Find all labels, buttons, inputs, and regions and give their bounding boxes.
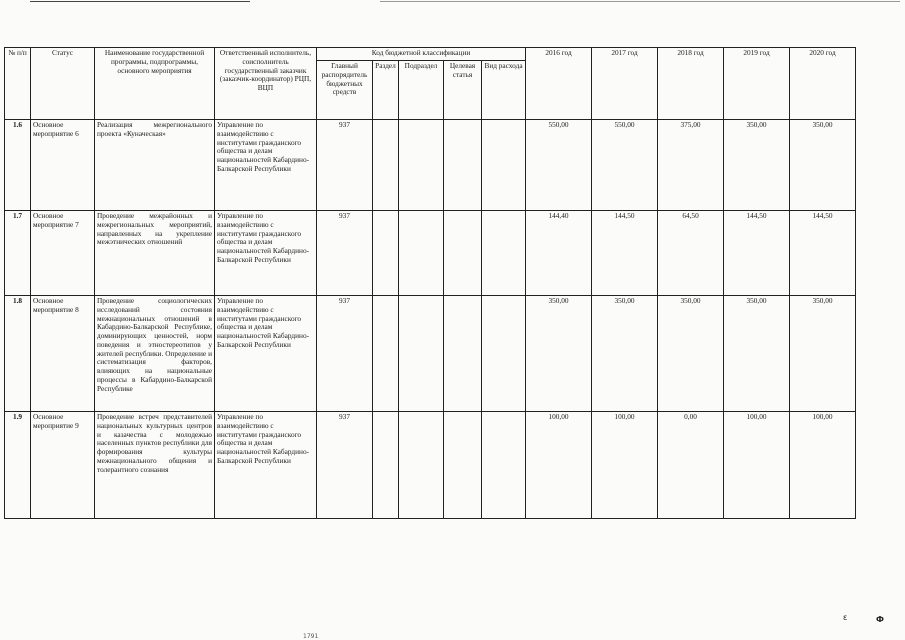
row-executor: Управление по взаимодействию с институтами гражданского общества и делам национальностей Кабардино-Балкарской Республики xyxy=(215,211,317,296)
header-expense-type: Вид расхода xyxy=(482,61,526,120)
table-row xyxy=(5,412,856,519)
header-target-item: Целевая статья xyxy=(444,61,482,120)
row-value-2016: 144,40 xyxy=(526,211,592,296)
row-value-2018: 350,00 xyxy=(658,296,724,412)
row-value-2020: 350,00 xyxy=(790,296,856,412)
row-value-2016: 550,00 xyxy=(526,120,592,211)
row-value-2018: 375,00 xyxy=(658,120,724,211)
header-budget-code-group: Код бюджетной классификации xyxy=(317,48,526,61)
header-year-2020: 2020 год xyxy=(790,48,856,120)
row-value-2016: 100,00 xyxy=(526,412,592,519)
row-status: Основное мероприятие 9 xyxy=(31,412,95,519)
row-value-2020: 144,50 xyxy=(790,211,856,296)
row-value-2019: 100,00 xyxy=(724,412,790,519)
table-row xyxy=(5,211,856,296)
scan-edge-line-left xyxy=(30,1,250,2)
header-year-2016: 2016 год xyxy=(526,48,592,120)
row-number: 1.6 xyxy=(5,120,31,211)
row-value-2017: 550,00 xyxy=(592,120,658,211)
header-subsection: Подраздел xyxy=(399,61,444,120)
row-value-2018: 64,50 xyxy=(658,211,724,296)
row-value-2020: 350,00 xyxy=(790,120,856,211)
row-name: Проведение социологических исследований состояния межнациональных отношений в Кабардино-Балкарской Республике, доминирующих ценностей, норм поведения и этностереотипов у жителей республики. Определение и систематизация факторов, влияющих на национальные процессы в Кабардино-Балкарской Республике xyxy=(95,296,215,412)
scan-mark-2: Ф xyxy=(876,615,884,624)
row-grbs: 937 xyxy=(317,412,373,519)
row-executor: Управление по взаимодействию с институтами гражданского общества и делам национальностей Кабардино-Балкарской Республики xyxy=(215,120,317,211)
scan-mark-1: ε xyxy=(843,613,848,622)
scan-edge-line-right xyxy=(380,1,900,2)
row-status: Основное мероприятие 7 xyxy=(31,211,95,296)
row-status: Основное мероприятие 6 xyxy=(31,120,95,211)
header-executor: Ответственный исполнитель, соисполнитель государственный заказчик (заказчик-координатор) РЦП, ВЦП xyxy=(215,48,317,120)
row-section xyxy=(373,296,399,412)
row-grbs: 937 xyxy=(317,120,373,211)
row-name: Проведение межрайонных и межрегиональных мероприятий, направленных на укрепление межэтнических отношений xyxy=(95,211,215,296)
row-section xyxy=(373,412,399,519)
header-section: Раздел xyxy=(373,61,399,120)
row-executor: Управление по взаимодействию с институтами гражданского общества и делам национальностей Кабардино-Балкарской Республики xyxy=(215,412,317,519)
table-header-row xyxy=(5,48,856,61)
row-expense-type xyxy=(482,412,526,519)
row-value-2019: 350,00 xyxy=(724,296,790,412)
row-value-2018: 0,00 xyxy=(658,412,724,519)
row-expense-type xyxy=(482,296,526,412)
table-row xyxy=(5,120,856,211)
header-year-2018: 2018 год xyxy=(658,48,724,120)
row-grbs: 937 xyxy=(317,211,373,296)
row-value-2017: 350,00 xyxy=(592,296,658,412)
header-year-2019: 2019 год xyxy=(724,48,790,120)
row-value-2016: 350,00 xyxy=(526,296,592,412)
header-status: Статус xyxy=(31,48,95,120)
row-number: 1.8 xyxy=(5,296,31,412)
row-expense-type xyxy=(482,211,526,296)
row-target-item xyxy=(444,296,482,412)
row-value-2019: 144,50 xyxy=(724,211,790,296)
row-subsection xyxy=(399,120,444,211)
header-grbs: Главный распорядитель бюджетных средств xyxy=(317,61,373,120)
row-name: Реализация межрегионального проекта «Куначеская» xyxy=(95,120,215,211)
row-subsection xyxy=(399,296,444,412)
row-number: 1.9 xyxy=(5,412,31,519)
header-name: Наименование государственной программы, подпрограммы, основного мероприятия xyxy=(95,48,215,120)
table-row xyxy=(5,296,856,412)
page-footer-number: 1791 xyxy=(303,633,319,640)
row-grbs: 937 xyxy=(317,296,373,412)
row-section xyxy=(373,211,399,296)
row-number: 1.7 xyxy=(5,211,31,296)
row-value-2020: 100,00 xyxy=(790,412,856,519)
budget-program-table xyxy=(4,47,856,519)
row-value-2019: 350,00 xyxy=(724,120,790,211)
row-name: Проведение встреч представителей национальных культурных центров и казачества с молодежью населенных пунктов республики для формирования культуры межнационального общения и толерантного сознания xyxy=(95,412,215,519)
row-status: Основное мероприятие 8 xyxy=(31,296,95,412)
row-target-item xyxy=(444,211,482,296)
row-target-item xyxy=(444,412,482,519)
row-subsection xyxy=(399,211,444,296)
row-target-item xyxy=(444,120,482,211)
header-number: № п/п xyxy=(5,48,31,120)
row-value-2017: 144,50 xyxy=(592,211,658,296)
row-section xyxy=(373,120,399,211)
row-value-2017: 100,00 xyxy=(592,412,658,519)
row-subsection xyxy=(399,412,444,519)
row-executor: Управление по взаимодействию с институтами гражданского общества и делам национальностей Кабардино-Балкарской Республики xyxy=(215,296,317,412)
header-year-2017: 2017 год xyxy=(592,48,658,120)
row-expense-type xyxy=(482,120,526,211)
